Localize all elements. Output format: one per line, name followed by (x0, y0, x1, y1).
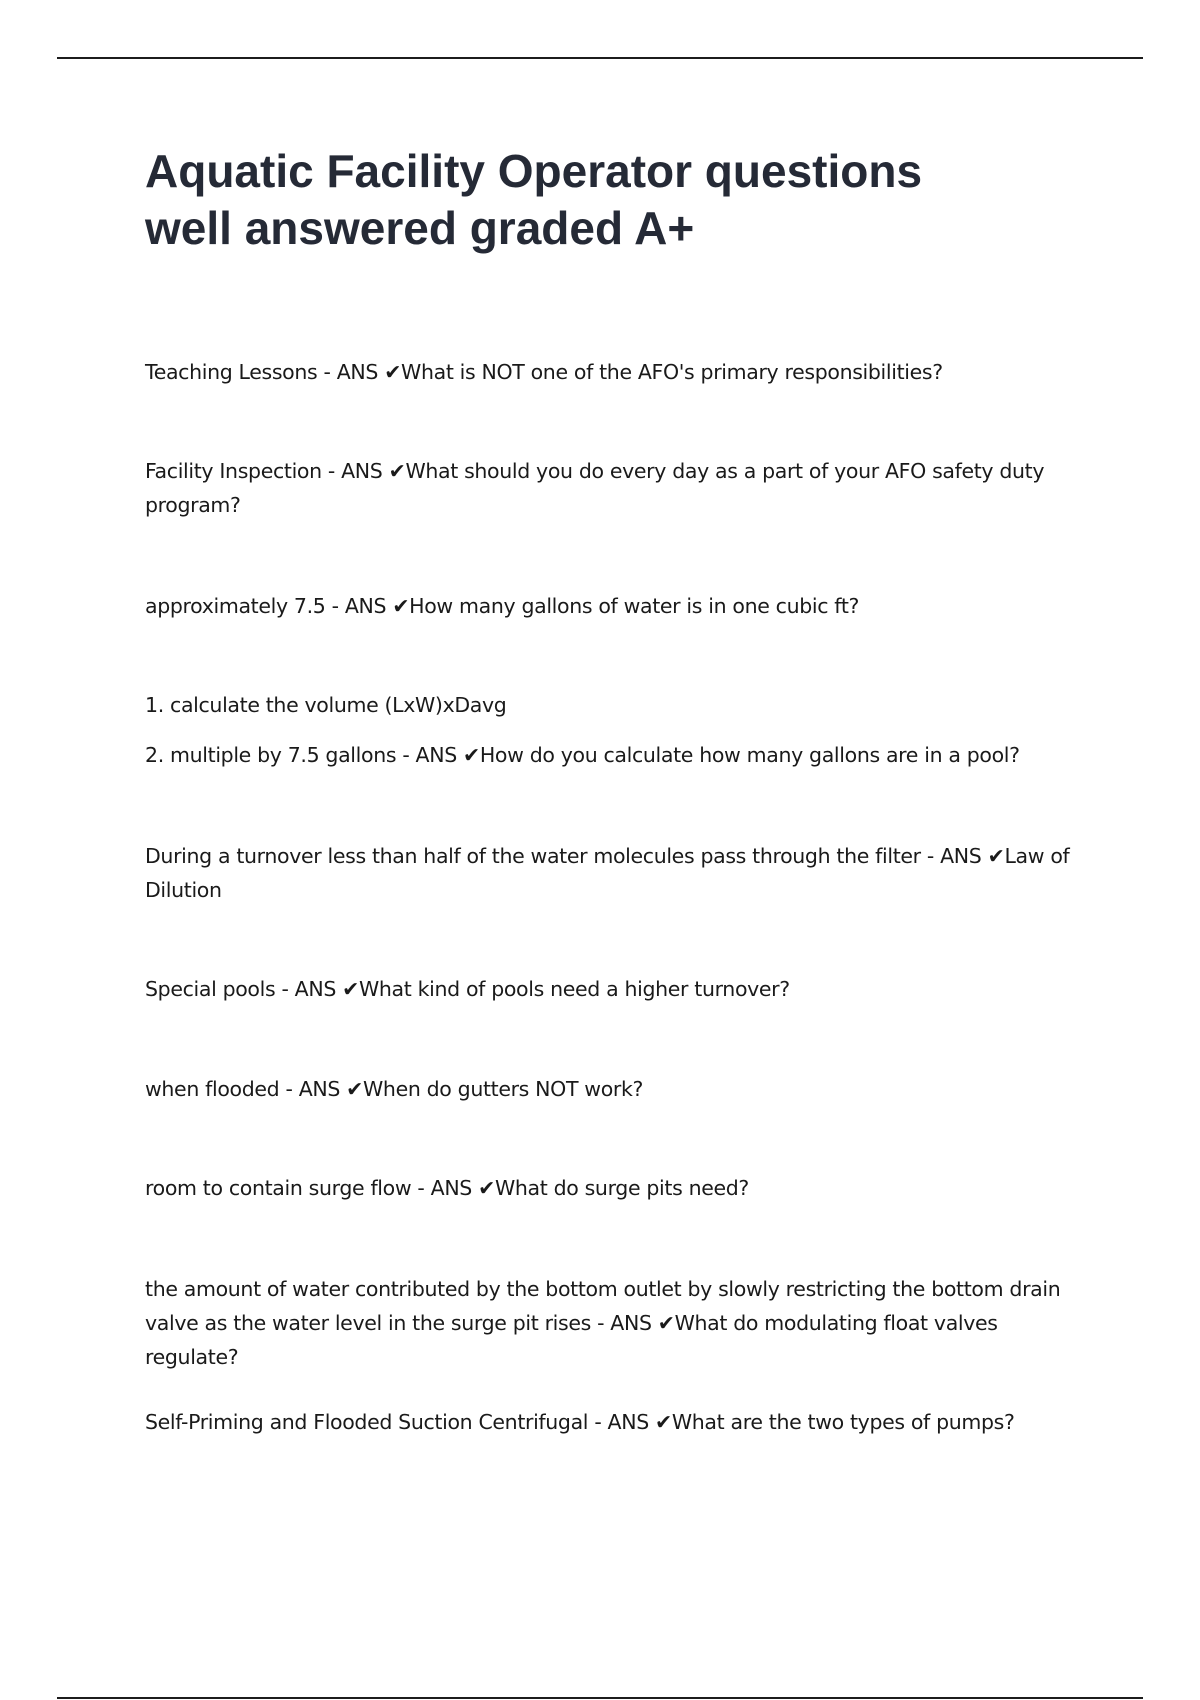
qa-text: Special pools - ANS ✔What kind of pools need a higher turnover? (145, 977, 790, 1001)
qa-item-1 (145, 355, 1085, 389)
qa-text: Self-Priming and Flooded Suction Centrifugal - ANS ✔What are the two types of pumps? (145, 1410, 1015, 1434)
qa-item-9 (145, 1272, 1085, 1374)
top-rule (57, 57, 1143, 59)
document-title (145, 143, 1105, 257)
qa-text: when flooded - ANS ✔When do gutters NOT work? (145, 1077, 644, 1101)
bottom-rule (57, 1697, 1143, 1699)
qa-item-4 (145, 688, 1085, 772)
qa-item-10 (145, 1405, 1085, 1439)
qa-item-8 (145, 1171, 1085, 1205)
qa-text: the amount of water contributed by the bottom outlet by slowly restricting the bottom drain valve as the water level in the surge pit rises - ANS ✔What do modulating float valves regulate? (145, 1277, 1061, 1369)
qa-text: room to contain surge flow - ANS ✔What do surge pits need? (145, 1176, 749, 1200)
qa-text-line-1: 1. calculate the volume (LxW)xDavg (145, 693, 507, 717)
qa-text: approximately 7.5 - ANS ✔How many gallons of water is in one cubic ft? (145, 594, 860, 618)
qa-item-3 (145, 589, 1085, 623)
qa-item-7 (145, 1072, 1085, 1106)
qa-item-6 (145, 972, 1085, 1006)
qa-text: Facility Inspection - ANS ✔What should you do every day as a part of your AFO safety duty program? (145, 459, 1045, 517)
title-line-2: well answered graded A+ (145, 202, 695, 254)
qa-text: During a turnover less than half of the water molecules pass through the filter - ANS ✔Law of Dilution (145, 844, 1070, 902)
title-line-1: Aquatic Facility Operator questions (145, 145, 923, 197)
qa-item-2 (145, 454, 1085, 522)
qa-text-line-2: 2. multiple by 7.5 gallons - ANS ✔How do you calculate how many gallons are in a pool? (145, 743, 1020, 767)
qa-text: Teaching Lessons - ANS ✔What is NOT one of the AFO's primary responsibilities? (145, 360, 943, 384)
qa-item-5 (145, 839, 1085, 907)
